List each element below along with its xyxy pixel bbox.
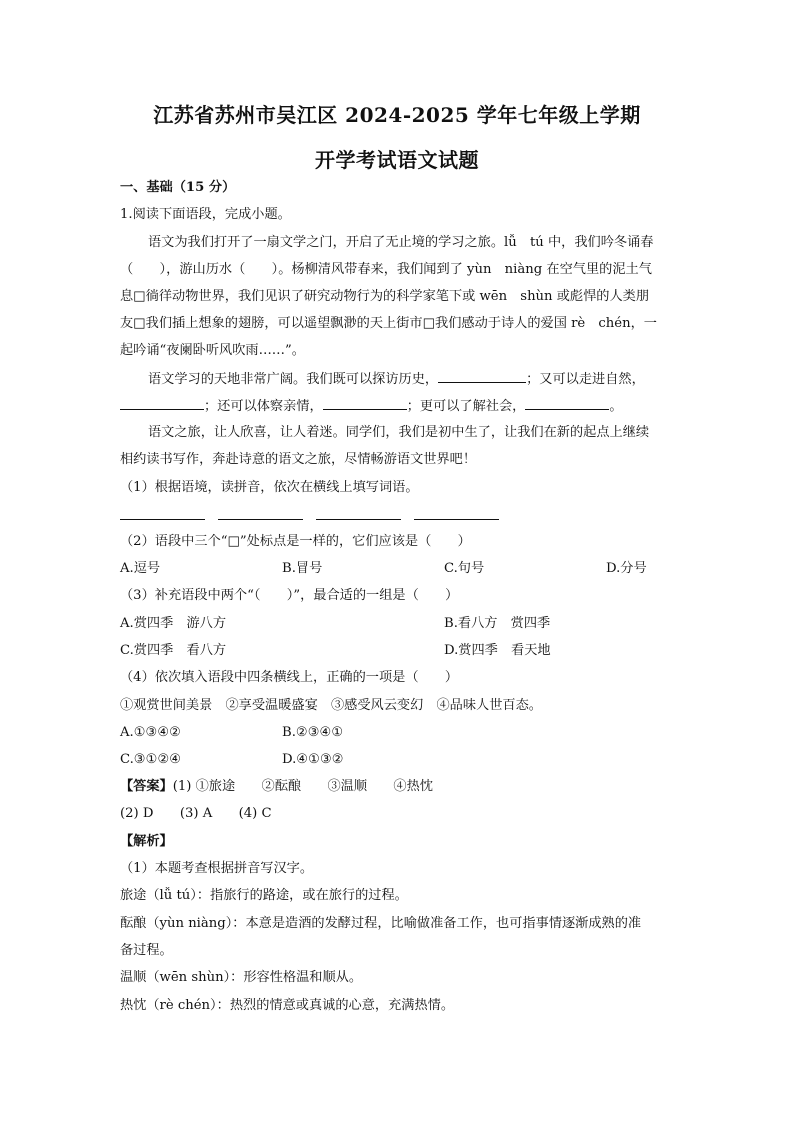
answer-block (120, 777, 680, 797)
analysis-line: （1）本题考查根据拼音写汉字。 (120, 861, 314, 876)
analysis-label: 【解析】 (120, 834, 173, 849)
passage-line: 友□我们插上想象的翅膀，可以遥望飘渺的天上街市□我们感动于诗人的爱国 rè chén，一 (120, 316, 657, 331)
passage-line: （ ），游山历水（ ）。杨柳清风带春来，我们闻到了 yùn niàng 在空气里的泥土气 (120, 262, 652, 277)
passage-line: 息□徜徉动物世界，我们见识了研究动物行为的科学家笔下或 wēn shùn 或彪悍的人类朋 (120, 289, 650, 304)
option-d[interactable]: D.赏四季 看天地 (444, 643, 551, 658)
subquestion-1: （1）根据语境，读拼音，依次在横线上填写词语。 (120, 480, 419, 495)
answer-text: (2) D (3) A (4) C (120, 806, 272, 821)
subquestion-4: （4）依次填入语段中四条横线上，正确的一项是（ ） (120, 670, 459, 685)
passage-line: 相约读书写作，奔赴诗意的语文之旅，尽情畅游语文世界吧！ (120, 452, 477, 467)
passage-line (148, 368, 708, 390)
fill-blank[interactable] (525, 395, 609, 410)
option-c[interactable]: C.赏四季 看八方 (120, 643, 227, 658)
answer-text: (1) ①旅途 ②酝酿 ③温顺 ④热忱 (172, 779, 433, 794)
subquestion-3: （3）补充语段中两个“（ ）”，最合适的一组是（ ） (120, 588, 459, 603)
passage-line (120, 395, 680, 417)
answer-line[interactable] (218, 519, 303, 520)
answer-line[interactable] (120, 519, 205, 520)
analysis-line: 备过程。 (120, 943, 173, 958)
subquestion-4-items: ①观赏世间美景 ②享受温暖盛宴 ③感受风云变幻 ④品味人世百态。 (120, 698, 542, 713)
option-d[interactable]: D.④①③② (282, 752, 344, 767)
passage-text: ；又可以走进自然， (526, 372, 645, 387)
fill-blank[interactable] (323, 395, 407, 410)
section-heading: 一、基础（15 分） (120, 180, 236, 195)
exam-title-line1: 江苏省苏州市吴江区 2024-2025 学年七年级上学期 (153, 103, 641, 127)
analysis-line: 酝酿（yùn niàng）：本意是造酒的发酵过程，比喻做准备工作，也可指事情逐渐成熟的准 (120, 916, 642, 931)
answer-line[interactable] (316, 519, 401, 520)
passage-text: ；更可以了解社会， (406, 399, 526, 414)
passage-line: 语文为我们打开了一扇文学之门，开启了无止境的学习之旅。lǚ tú 中，我们吟冬诵春 (148, 235, 654, 250)
option-a[interactable]: A.①③④② (120, 725, 182, 740)
exam-title-line2: 开学考试语文试题 (315, 148, 479, 172)
passage-text: 语文学习的天地非常广阔。我们既可以探访历史， (148, 372, 439, 387)
analysis-line: 热忱（rè chén）：热烈的情意或真诚的心意，充满热情。 (120, 998, 454, 1013)
analysis-line: 温顺（wēn shùn）：形容性格温和顺从。 (120, 970, 363, 985)
option-a[interactable]: A.逗号 (120, 561, 161, 576)
option-b[interactable]: B.冒号 (282, 561, 323, 576)
analysis-line: 旅途（lǚ tú）：指旅行的路途，或在旅行的过程。 (120, 888, 408, 903)
answer-label: 【答案】 (120, 779, 173, 794)
option-c[interactable]: C.句号 (444, 561, 485, 576)
option-b[interactable]: B.②③④① (282, 725, 344, 740)
question-intro: 1.阅读下面语段，完成小题。 (120, 207, 291, 222)
option-a[interactable]: A.赏四季 游八方 (120, 616, 227, 631)
option-b[interactable]: B.看八方 赏四季 (444, 616, 551, 631)
option-c[interactable]: C.③①②④ (120, 752, 182, 767)
fill-blank[interactable] (438, 368, 526, 383)
passage-line: 起吟诵“夜阑卧听风吹雨……”。 (120, 343, 305, 358)
passage-text: 。 (609, 399, 623, 414)
passage-text: ；还可以体察亲情， (204, 399, 323, 414)
passage-line: 语文之旅，让人欣喜，让人着迷。同学们，我们是初中生了，让我们在新的起点上继续 (148, 425, 650, 440)
answer-line[interactable] (414, 519, 499, 520)
option-d[interactable]: D.分号 (606, 561, 647, 576)
subquestion-2: （2）语段中三个“□”处标点是一样的，它们应该是（ ） (120, 534, 471, 549)
fill-blank[interactable] (120, 395, 204, 410)
